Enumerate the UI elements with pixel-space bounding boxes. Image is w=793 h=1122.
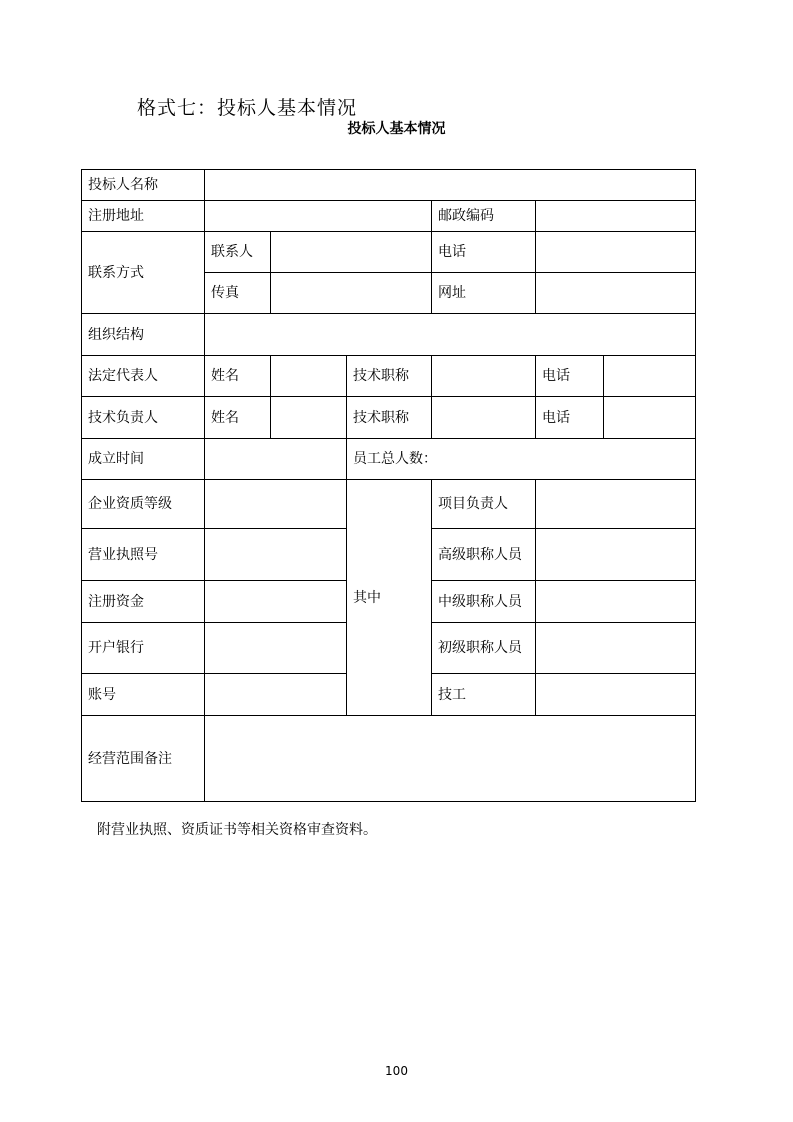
page-number: 100 [385,1064,408,1078]
bank-field[interactable] [205,623,347,674]
mid-staff-label: 中级职称人员 [432,581,536,623]
technician-label: 技工 [432,674,536,716]
senior-staff-label: 高级职称人员 [432,529,536,581]
capital-field[interactable] [205,581,347,623]
mid-staff-field[interactable] [536,581,696,623]
junior-staff-label: 初级职称人员 [432,623,536,674]
phone-label: 电话 [432,232,536,273]
capital-label: 注册资金 [82,581,205,623]
legal-rep-title-label: 技术职称 [347,356,432,397]
tech-lead-name-label: 姓名 [205,397,271,439]
junior-staff-field[interactable] [536,623,696,674]
staff-total-label: 员工总人数： [347,439,696,480]
founded-field[interactable] [205,439,347,480]
qualification-label: 企业资质等级 [82,480,205,529]
legal-rep-name-label: 姓名 [205,356,271,397]
contact-label: 联系方式 [82,232,205,314]
scope-label: 经营范围备注 [82,716,205,802]
contact-person-field[interactable] [271,232,432,273]
table-title: 投标人基本情况 [347,121,446,137]
legal-rep-label: 法定代表人 [82,356,205,397]
document-heading: 格式七：投标人基本情况 [137,97,358,119]
postcode-label: 邮政编码 [432,201,536,232]
phone-field[interactable] [536,232,696,273]
bidder-info-table [81,169,696,802]
license-label: 营业执照号 [82,529,205,581]
fax-field[interactable] [271,273,432,314]
technician-field[interactable] [536,674,696,716]
legal-rep-name-field[interactable] [271,356,347,397]
website-field[interactable] [536,273,696,314]
license-field[interactable] [205,529,347,581]
org-structure-label: 组织结构 [82,314,205,356]
address-field[interactable] [205,201,432,232]
senior-staff-field[interactable] [536,529,696,581]
postcode-field[interactable] [536,201,696,232]
legal-rep-phone-label: 电话 [536,356,604,397]
scope-field[interactable] [205,716,696,802]
fax-label: 传真 [205,273,271,314]
address-label: 注册地址 [82,201,205,232]
attachment-note: 附营业执照、资质证书等相关资格审查资料。 [97,822,377,838]
website-label: 网址 [432,273,536,314]
tech-lead-title-label: 技术职称 [347,397,432,439]
legal-rep-phone-field[interactable] [604,356,696,397]
account-label: 账号 [82,674,205,716]
org-structure-field[interactable] [205,314,696,356]
tech-lead-phone-label: 电话 [536,397,604,439]
project-manager-field[interactable] [536,480,696,529]
account-field[interactable] [205,674,347,716]
founded-label: 成立时间 [82,439,205,480]
project-manager-label: 项目负责人 [432,480,536,529]
tech-lead-label: 技术负责人 [82,397,205,439]
tech-lead-name-field[interactable] [271,397,347,439]
bidder-name-field[interactable] [205,170,696,201]
bank-label: 开户银行 [82,623,205,674]
legal-rep-title-field[interactable] [432,356,536,397]
among-label: 其中 [347,480,432,716]
qualification-field[interactable] [205,480,347,529]
tech-lead-title-field[interactable] [432,397,536,439]
tech-lead-phone-field[interactable] [604,397,696,439]
contact-person-label: 联系人 [205,232,271,273]
bidder-name-label: 投标人名称 [82,170,205,201]
